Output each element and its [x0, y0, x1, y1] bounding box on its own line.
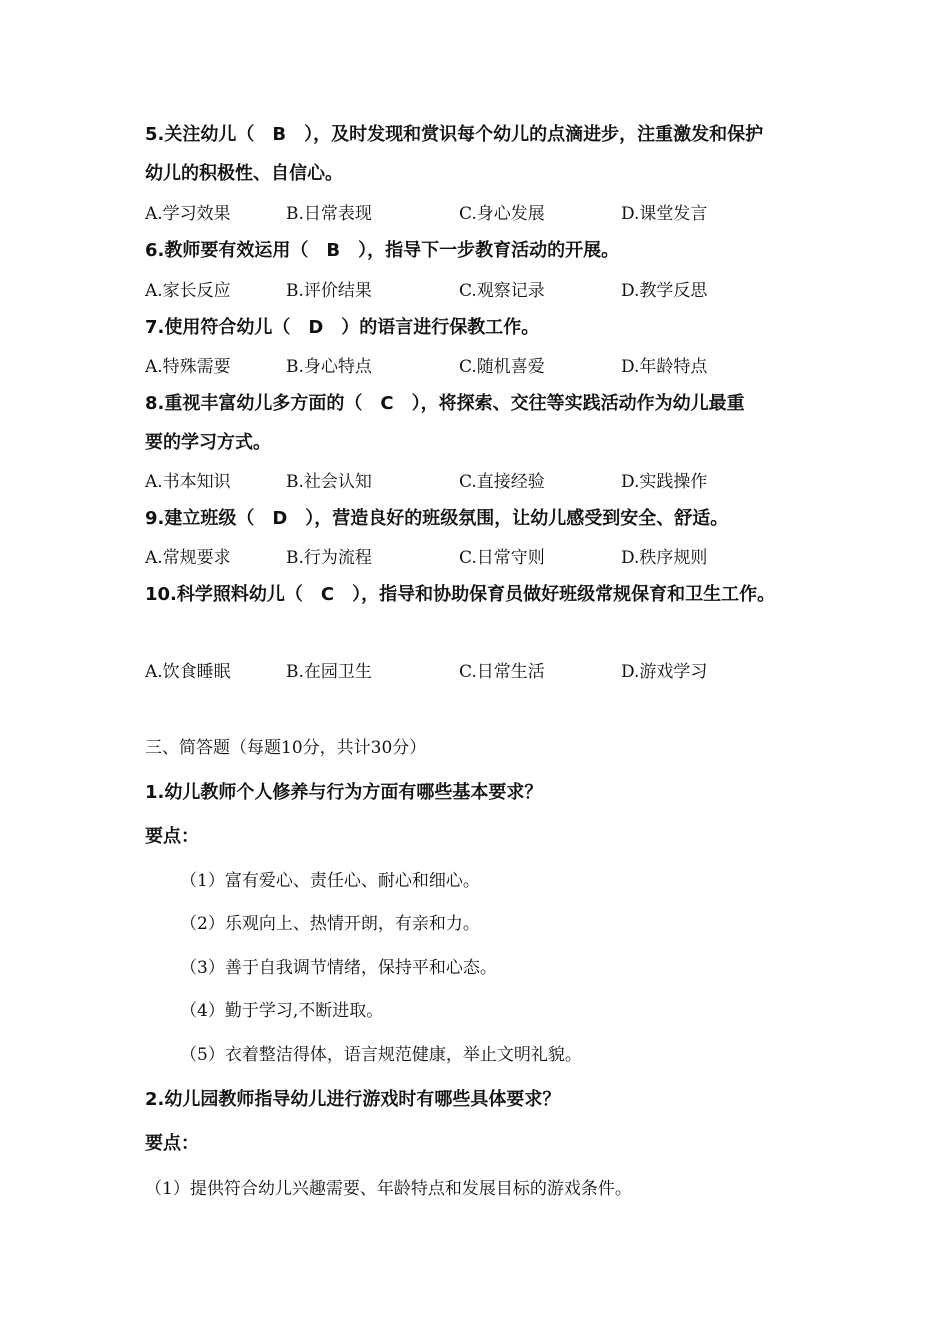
question-5-line-1: 5.关注幼儿（ B ），及时发现和赏识每个幼儿的点滴进步，注重激发和保护 [145, 124, 764, 145]
option-b: B.社会认知 [286, 472, 372, 492]
question-9-line-1: 9.建立班级（ D ），营造良好的班级氛围，让幼儿感受到安全、舒适。 [145, 508, 729, 529]
option-d: D.年龄特点 [621, 357, 708, 377]
question-5-line-2: 幼儿的积极性、自信心。 [145, 163, 343, 184]
question-7-line-1: 7.使用符合幼儿（ D ）的语言进行保教工作。 [145, 317, 540, 338]
short-answer-1-key-label: 要点： [145, 826, 199, 847]
short-answer-1-point-4: （4）勤于学习,不断进取。 [180, 1001, 384, 1021]
question-8-options [145, 470, 825, 494]
option-a: A.特殊需要 [145, 357, 231, 377]
option-b: B.在园卫生 [286, 662, 372, 682]
short-answer-1-point-3: （3）善于自我调节情绪，保持平和心态。 [180, 958, 497, 978]
question-8-line-2: 要的学习方式。 [145, 432, 271, 453]
option-d: D.游戏学习 [621, 662, 708, 682]
option-c: C.随机喜爱 [459, 357, 545, 377]
option-b: B.身心特点 [286, 357, 372, 377]
option-c: C.直接经验 [459, 472, 545, 492]
question-10-line-1: 10.科学照料幼儿（ C ），指导和协助保育员做好班级常规保育和卫生工作。 [145, 584, 776, 605]
question-5-options [145, 202, 825, 226]
short-answer-2-key-label: 要点： [145, 1133, 199, 1154]
question-6-line-1: 6.教师要有效运用（ B ），指导下一步教育活动的开展。 [145, 240, 620, 261]
question-9-options [145, 546, 825, 570]
question-5-text [145, 115, 825, 193]
question-10-options [145, 660, 825, 684]
option-a: A.书本知识 [145, 472, 231, 492]
short-answer-1-point-2: （2）乐观向上、热情开朗，有亲和力。 [180, 914, 480, 934]
short-answer-2-title: 2.幼儿园教师指导幼儿进行游戏时有哪些具体要求？ [145, 1089, 561, 1110]
question-7-text [145, 308, 825, 347]
short-answer-1-title: 1.幼儿教师个人修养与行为方面有哪些基本要求？ [145, 782, 543, 803]
question-6-options [145, 279, 825, 303]
option-d: D.实践操作 [621, 472, 708, 492]
option-a: A.饮食睡眠 [145, 662, 231, 682]
option-b: B.行为流程 [286, 548, 372, 568]
short-answer-1-point-1: （1）富有爱心、责任心、耐心和细心。 [180, 871, 480, 891]
option-c: C.日常守则 [459, 548, 545, 568]
option-d: D.秩序规则 [621, 548, 708, 568]
option-c: C.身心发展 [459, 204, 545, 224]
short-answer-2-point-1: （1）提供符合幼儿兴趣需要、年龄特点和发展目标的游戏条件。 [145, 1179, 632, 1199]
option-a: A.常规要求 [145, 548, 231, 568]
short-answer-1-point-5: （5）衣着整洁得体，语言规范健康，举止文明礼貌。 [180, 1045, 582, 1065]
question-8-line-1: 8.重视丰富幼儿多方面的（ C ），将探索、交往等实践活动作为幼儿最重 [145, 393, 745, 414]
question-9-text [145, 499, 825, 538]
option-d: D.课堂发言 [621, 204, 708, 224]
section-3-title: 三、简答题（每题10分，共计30分） [145, 738, 427, 758]
question-7-options [145, 355, 825, 379]
question-8-text [145, 384, 825, 462]
option-a: A.家长反应 [145, 281, 231, 301]
option-d: D.教学反思 [621, 281, 708, 301]
question-10-text [145, 575, 825, 614]
option-c: C.观察记录 [459, 281, 545, 301]
option-c: C.日常生活 [459, 662, 545, 682]
option-a: A.学习效果 [145, 204, 231, 224]
option-b: B.评价结果 [286, 281, 372, 301]
question-6-text [145, 231, 825, 270]
option-b: B.日常表现 [286, 204, 372, 224]
